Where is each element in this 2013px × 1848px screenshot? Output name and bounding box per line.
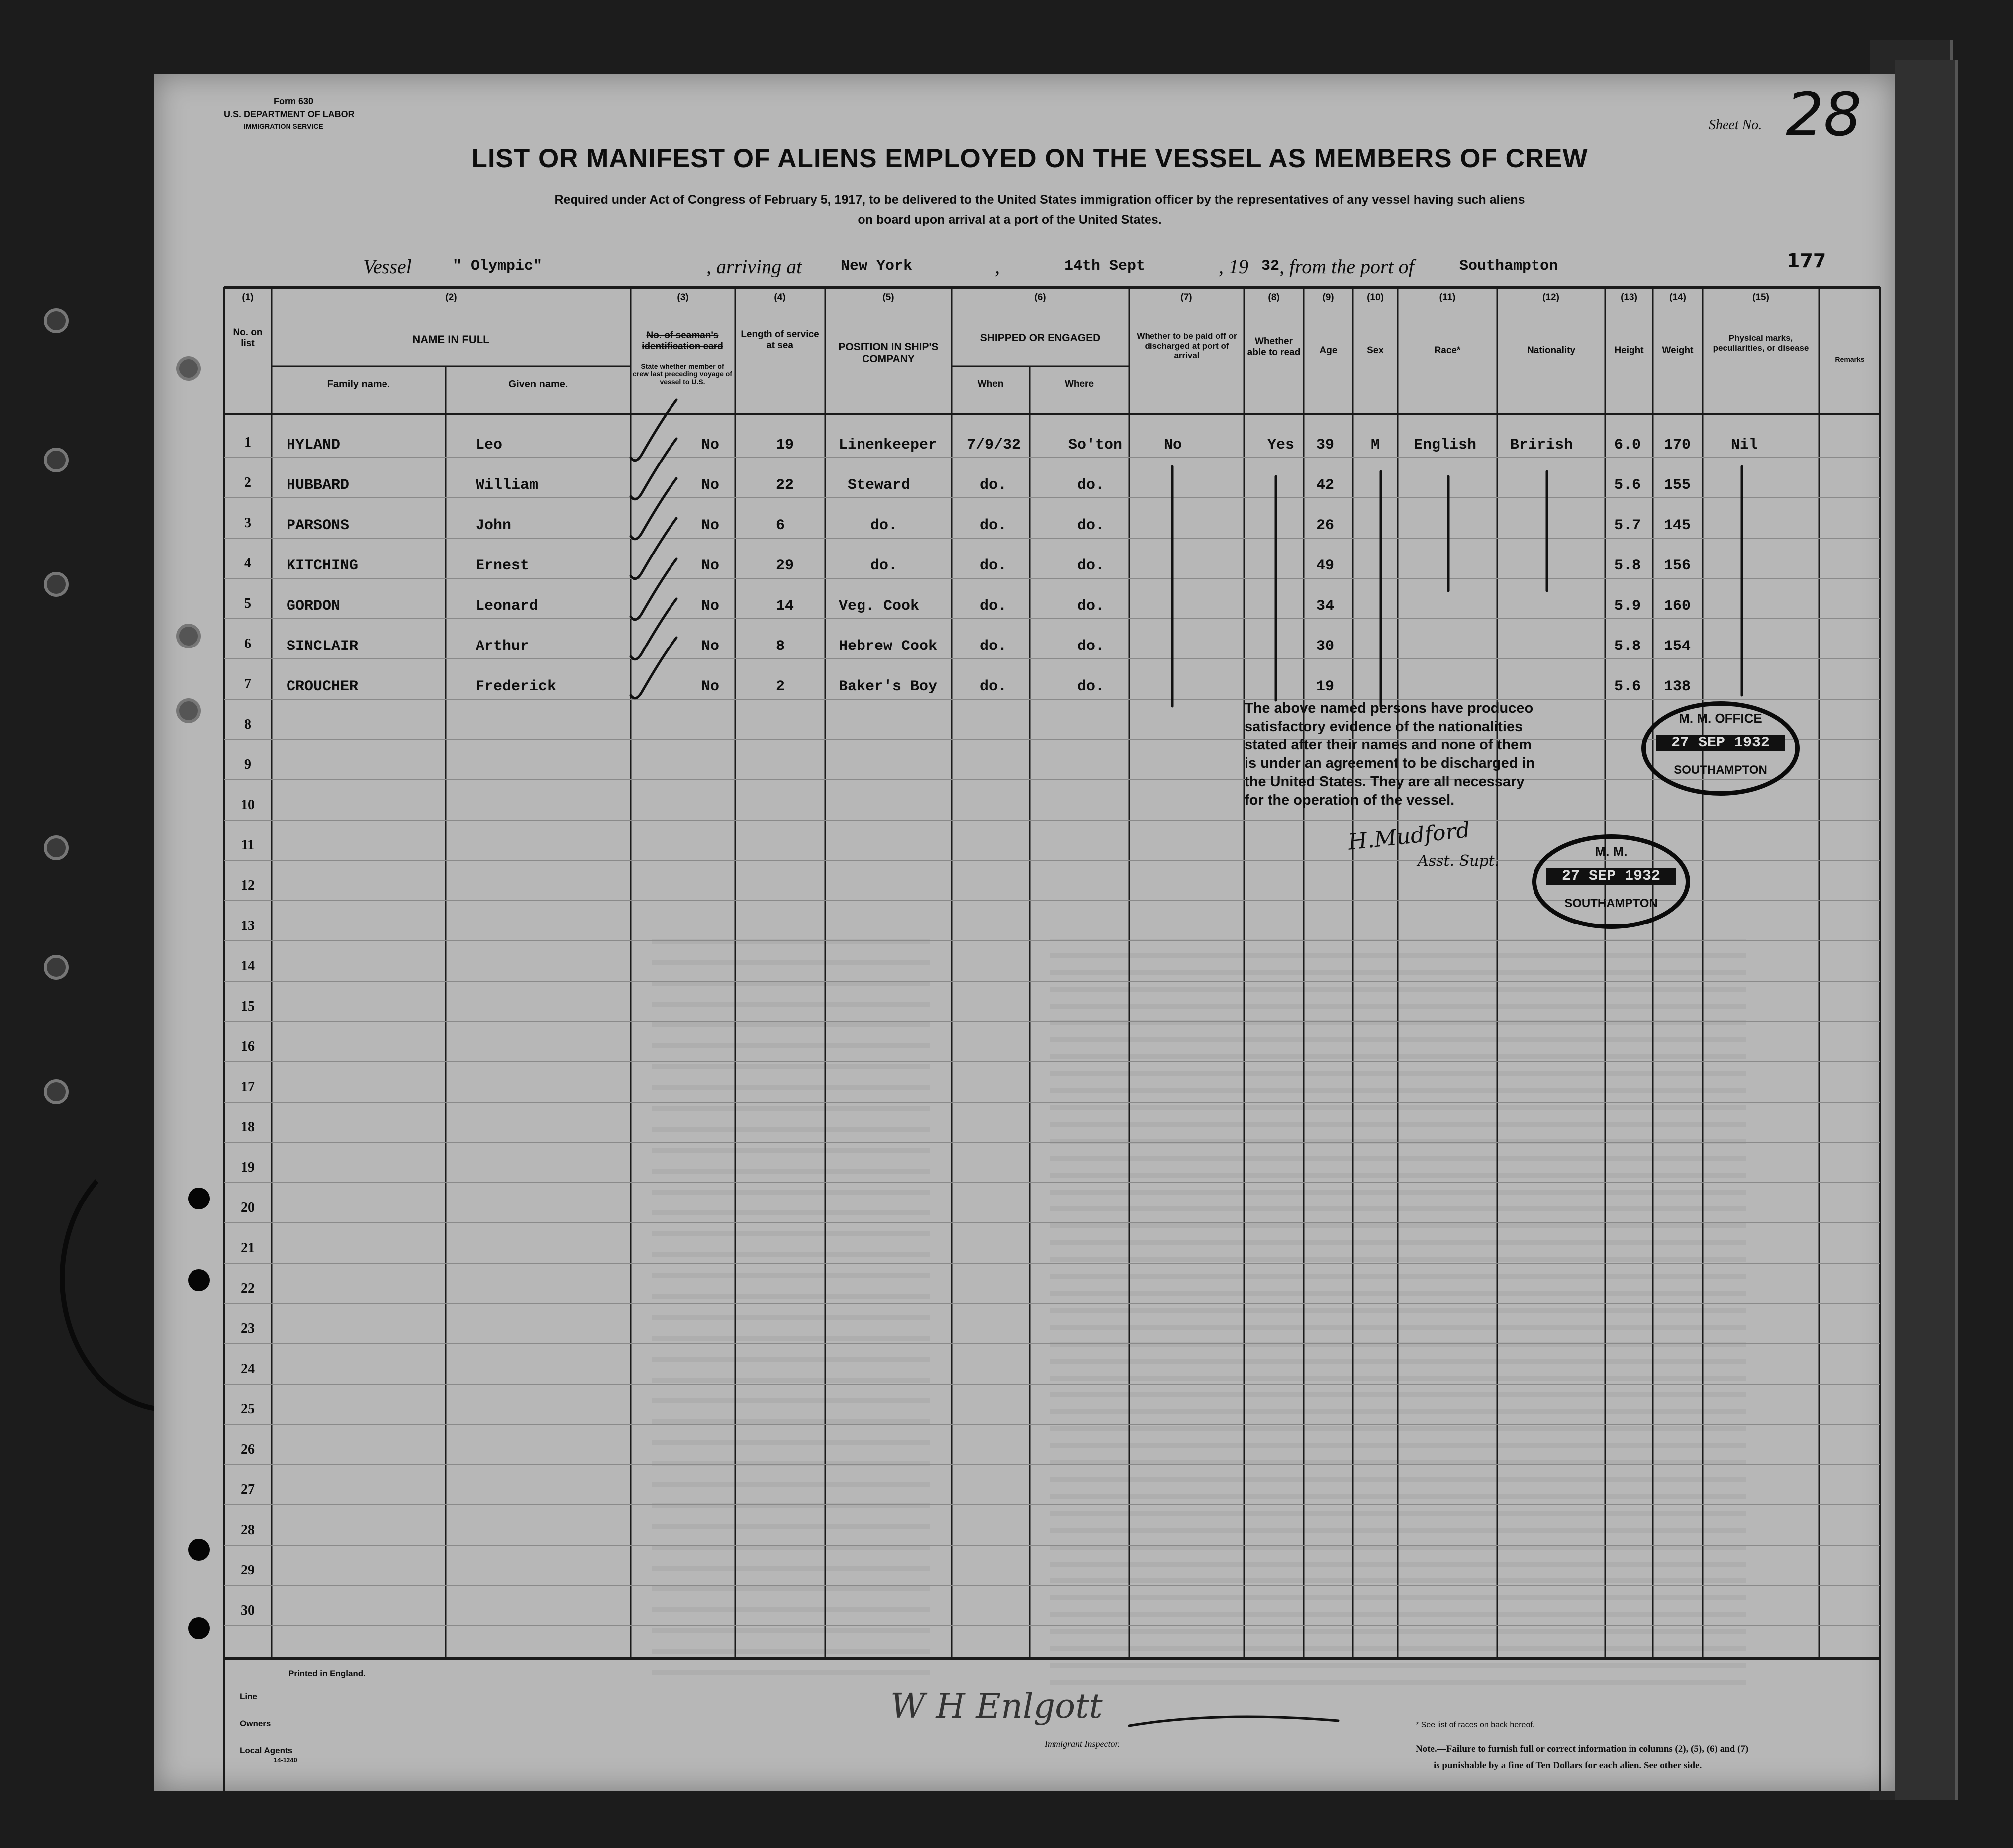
cell-nationality: Brirish [1510, 437, 1573, 454]
cell-family-name: CROUCHER [287, 678, 359, 695]
header-position: POSITION IN SHIP'S COMPANY [838, 341, 939, 365]
cell-length-of-service: 6 [776, 517, 785, 534]
cell-given-name: William [476, 477, 539, 494]
row-number: 9 [244, 757, 251, 772]
footer-form-code: 14-1240 [274, 1756, 297, 1764]
cell-position: Hebrew Cook [839, 638, 938, 655]
cell-height: 5.7 [1614, 517, 1641, 534]
cell-given-name: Leo [476, 437, 503, 454]
header-paid-off: Whether to be paid off or discharged at port of arrival [1137, 331, 1237, 361]
marine-office-stamp [1641, 701, 1800, 796]
form-number: Form 630 [274, 96, 314, 106]
cell-last-voyage: No [701, 557, 720, 574]
row-number: 20 [241, 1200, 255, 1215]
cell-shipped-where: So'ton [1068, 437, 1123, 454]
cell-age: 42 [1316, 477, 1335, 494]
department-label: U.S. DEPARTMENT OF LABOR [224, 109, 355, 119]
cell-shipped-where: do. [1077, 638, 1105, 655]
col-num-9: (9) [1322, 292, 1334, 303]
footer-line-label: Line [240, 1692, 257, 1701]
form-title: LIST OR MANIFEST OF ALIENS EMPLOYED ON THE VESSEL AS MEMBERS OF CREW [471, 144, 1588, 173]
races-note: * See list of races on back hereof. [1416, 1721, 1535, 1729]
cell-position: do. [870, 557, 898, 574]
row-number: 17 [241, 1079, 255, 1095]
cell-last-voyage: No [701, 638, 720, 655]
cell-length-of-service: 2 [776, 678, 785, 695]
cell-shipped-when: do. [980, 477, 1007, 494]
cell-shipped-when: do. [980, 678, 1007, 695]
row-number: 22 [241, 1281, 255, 1296]
row-number: 11 [241, 837, 255, 853]
stamp-bottom-text: SOUTHAMPTON [1564, 897, 1658, 910]
cell-length-of-service: 19 [776, 437, 794, 454]
cell-position: Linenkeeper [839, 437, 938, 454]
row-number: 16 [241, 1039, 255, 1054]
cell-last-voyage: No [701, 437, 720, 454]
header-when: When [977, 379, 1004, 389]
cell-height: 5.8 [1614, 557, 1641, 574]
cell-family-name: SINCLAIR [287, 638, 359, 655]
cell-age: 30 [1316, 638, 1335, 655]
row-number: 1 [244, 435, 251, 450]
header-seaman-card: No. of seaman's identification card [642, 330, 723, 352]
cell-age: 39 [1316, 437, 1335, 454]
cell-position: Baker's Boy [839, 678, 938, 695]
cell-given-name: Arthur [476, 638, 530, 655]
cell-shipped-when: do. [980, 517, 1007, 534]
header-shipped: SHIPPED OR ENGAGED [980, 332, 1101, 344]
row-number: 19 [241, 1160, 255, 1175]
col-num-5: (5) [882, 292, 894, 303]
row-number: 15 [241, 999, 255, 1014]
col-num-13: (13) [1621, 292, 1637, 303]
col-num-8: (8) [1268, 292, 1280, 303]
superintendent-signature: H.Mudford [1347, 817, 1471, 855]
col-num-3: (3) [677, 292, 689, 303]
col-num-14: (14) [1669, 292, 1686, 303]
cell-weight: 160 [1664, 598, 1691, 615]
cell-weight: 155 [1664, 477, 1691, 494]
row-number: 13 [241, 918, 255, 933]
stamp-top-text: M. M. OFFICE [1679, 711, 1762, 726]
stamp-top-text: M. M. [1595, 844, 1628, 859]
header-nationality: Nationality [1527, 345, 1576, 356]
header-remarks: Remarks [1835, 355, 1865, 363]
binder-hole [44, 448, 69, 472]
cell-length-of-service: 22 [776, 477, 794, 494]
cell-height: 5.9 [1614, 598, 1641, 615]
header-able-read: Whether able to read [1247, 336, 1301, 358]
row-number: 18 [241, 1119, 255, 1135]
row-number: 10 [241, 797, 255, 813]
col-num-11: (11) [1439, 292, 1456, 303]
binder-hole [44, 835, 69, 860]
cell-shipped-when: 7/9/32 [967, 437, 1021, 454]
row-number: 24 [241, 1361, 255, 1377]
year-prefix: , 19 [1219, 255, 1248, 277]
cell-last-voyage: No [701, 678, 720, 695]
header-sex: Sex [1367, 345, 1384, 356]
cell-given-name: John [476, 517, 512, 534]
vessel-name: " Olympic" [453, 258, 543, 275]
cell-weight: 154 [1664, 638, 1691, 655]
header-weight: Weight [1662, 345, 1694, 356]
header-given-name: Given name. [508, 379, 568, 390]
footer-owners-label: Owners [240, 1719, 271, 1728]
statement-line: stated after their names and none of them [1245, 737, 1532, 753]
cell-last-voyage: No [701, 517, 720, 534]
cell-family-name: HYLAND [287, 437, 341, 454]
cell-age: 26 [1316, 517, 1335, 534]
row-number: 3 [244, 515, 251, 531]
row-number: 26 [241, 1442, 255, 1457]
inspector-label: Immigrant Inspector. [1045, 1739, 1120, 1749]
col-num-12: (12) [1542, 292, 1559, 303]
nationality-statement [1245, 699, 1593, 810]
cell-able-to-read: Yes [1267, 437, 1295, 454]
row-number: 28 [241, 1522, 255, 1538]
header-no-on-list: No. on list [233, 327, 263, 349]
cell-height: 5.6 [1614, 678, 1641, 695]
separator-comma: , [995, 255, 1000, 277]
year-suffix: 32 [1261, 258, 1280, 275]
cell-paid-off: No [1164, 437, 1182, 454]
cell-shipped-where: do. [1077, 598, 1105, 615]
from-label: , from the port of [1279, 255, 1414, 277]
stamp-date: 27 SEP 1932 [1656, 735, 1785, 751]
superintendent-title: Asst. Supt. [1418, 852, 1500, 870]
penalty-note-2: is punishable by a fine of Ten Dollars for each alien. See other side. [1434, 1760, 1702, 1771]
cell-length-of-service: 14 [776, 598, 794, 615]
row-number: 14 [241, 958, 255, 974]
cell-position: Veg. Cook [839, 598, 920, 615]
service-label: IMMIGRATION SERVICE [244, 122, 323, 130]
cell-height: 5.6 [1614, 477, 1641, 494]
inspector-signature: W H Enlgott [890, 1687, 1103, 1726]
cell-shipped-when: do. [980, 557, 1007, 574]
vessel-label: Vessel [363, 255, 412, 277]
statement-line: for the operation of the vessel. [1245, 792, 1455, 808]
col-num-15: (15) [1752, 292, 1769, 303]
col-num-2: (2) [445, 292, 457, 303]
cell-sex: M [1371, 437, 1380, 454]
cell-height: 6.0 [1614, 437, 1641, 454]
header-family-name: Family name. [327, 379, 390, 390]
form-subtitle-2: on board upon arrival at a port of the United States. [858, 213, 1162, 227]
cell-race: English [1414, 437, 1477, 454]
cell-age: 49 [1316, 557, 1335, 574]
form-subtitle-1: Required under Act of Congress of February 5, 1917, to be delivered to the United States immigration officer by the representatives of any vessel having such aliens [554, 193, 1525, 207]
statement-line: The above named persons have produceo [1245, 700, 1534, 716]
col-num-10: (10) [1367, 292, 1384, 303]
header-height: Height [1614, 345, 1644, 356]
cell-family-name: GORDON [287, 598, 341, 615]
row-number: 27 [241, 1482, 255, 1497]
statement-line: satisfactory evidence of the nationalities [1245, 719, 1523, 735]
header-where: Where [1064, 379, 1094, 389]
cell-shipped-where: do. [1077, 678, 1105, 695]
cell-family-name: PARSONS [287, 517, 350, 534]
cell-weight: 138 [1664, 678, 1691, 695]
cell-weight: 156 [1664, 557, 1691, 574]
sheet-number: 28 [1786, 81, 1862, 150]
statement-line: the United States. They are all necessary [1245, 774, 1525, 790]
arrival-date: 14th Sept [1064, 258, 1146, 275]
cell-height: 5.8 [1614, 638, 1641, 655]
row-number: 25 [241, 1401, 255, 1417]
cell-given-name: Ernest [476, 557, 530, 574]
cell-given-name: Frederick [476, 678, 557, 695]
cell-weight: 170 [1664, 437, 1691, 454]
header-age: Age [1319, 345, 1338, 356]
binder-hole [44, 955, 69, 980]
col-num-7: (7) [1180, 292, 1192, 303]
row-number: 8 [244, 717, 251, 732]
cell-age: 34 [1316, 598, 1335, 615]
departure-port: Southampton [1459, 258, 1558, 275]
cell-length-of-service: 8 [776, 638, 785, 655]
cell-last-voyage: No [701, 477, 720, 494]
col-num-6: (6) [1034, 292, 1046, 303]
col-num-1: (1) [242, 292, 254, 303]
cell-family-name: HUBBARD [287, 477, 350, 494]
penalty-note-1: Note.—Failure to furnish full or correct information in columns (2), (5), (6) and (7) [1416, 1744, 1749, 1754]
row-number: 5 [244, 596, 251, 611]
page-code: 177 [1787, 250, 1826, 272]
col-num-4: (4) [774, 292, 786, 303]
row-number: 6 [244, 636, 251, 651]
arrival-port: New York [841, 258, 913, 275]
header-physical: Physical marks, peculiarities, or disease [1713, 333, 1809, 353]
cell-position: Steward [848, 477, 911, 494]
footer-agents-label: Local Agents [240, 1746, 293, 1755]
binder-hole [44, 1079, 69, 1104]
cell-shipped-where: do. [1077, 557, 1105, 574]
manifest-table-grid [154, 74, 1895, 1791]
row-number: 7 [244, 676, 251, 692]
row-number: 30 [241, 1603, 255, 1618]
cell-shipped-where: do. [1077, 477, 1105, 494]
binder-hole [44, 572, 69, 597]
sheet-label: Sheet No. [1709, 117, 1762, 133]
cell-weight: 145 [1664, 517, 1691, 534]
cell-last-voyage: No [701, 598, 720, 615]
cell-shipped-when: do. [980, 638, 1007, 655]
marine-office-stamp [1532, 834, 1690, 929]
cell-position: do. [870, 517, 898, 534]
binder-hole [44, 308, 69, 333]
cell-age: 19 [1316, 678, 1335, 695]
row-number: 29 [241, 1563, 255, 1578]
stamp-date: 27 SEP 1932 [1546, 868, 1676, 885]
cell-shipped-when: do. [980, 598, 1007, 615]
header-length-service: Length of service at sea [741, 329, 819, 351]
header-race: Race* [1434, 345, 1461, 356]
row-number: 21 [241, 1240, 255, 1256]
cell-shipped-where: do. [1077, 517, 1105, 534]
row-number: 12 [241, 878, 255, 893]
printed-in-england: Printed in England. [288, 1669, 366, 1678]
stamp-bottom-text: SOUTHAMPTON [1674, 763, 1767, 777]
page-stack-edge-2 [1895, 60, 1958, 1800]
cell-family-name: KITCHING [287, 557, 359, 574]
arriving-label: , arriving at [706, 255, 802, 277]
header-seaman-note: State whether member of crew last preceding voyage of vessel to U.S. [633, 362, 732, 386]
cell-given-name: Leonard [476, 598, 539, 615]
statement-line: is under an agreement to be discharged in [1245, 755, 1535, 771]
cell-physical-marks: Nil [1731, 437, 1758, 454]
row-number: 23 [241, 1321, 255, 1336]
header-name-in-full: NAME IN FULL [412, 333, 490, 346]
cell-length-of-service: 29 [776, 557, 794, 574]
row-number: 2 [244, 475, 251, 490]
manifest-sheet [154, 74, 1895, 1791]
row-number: 4 [244, 555, 251, 571]
